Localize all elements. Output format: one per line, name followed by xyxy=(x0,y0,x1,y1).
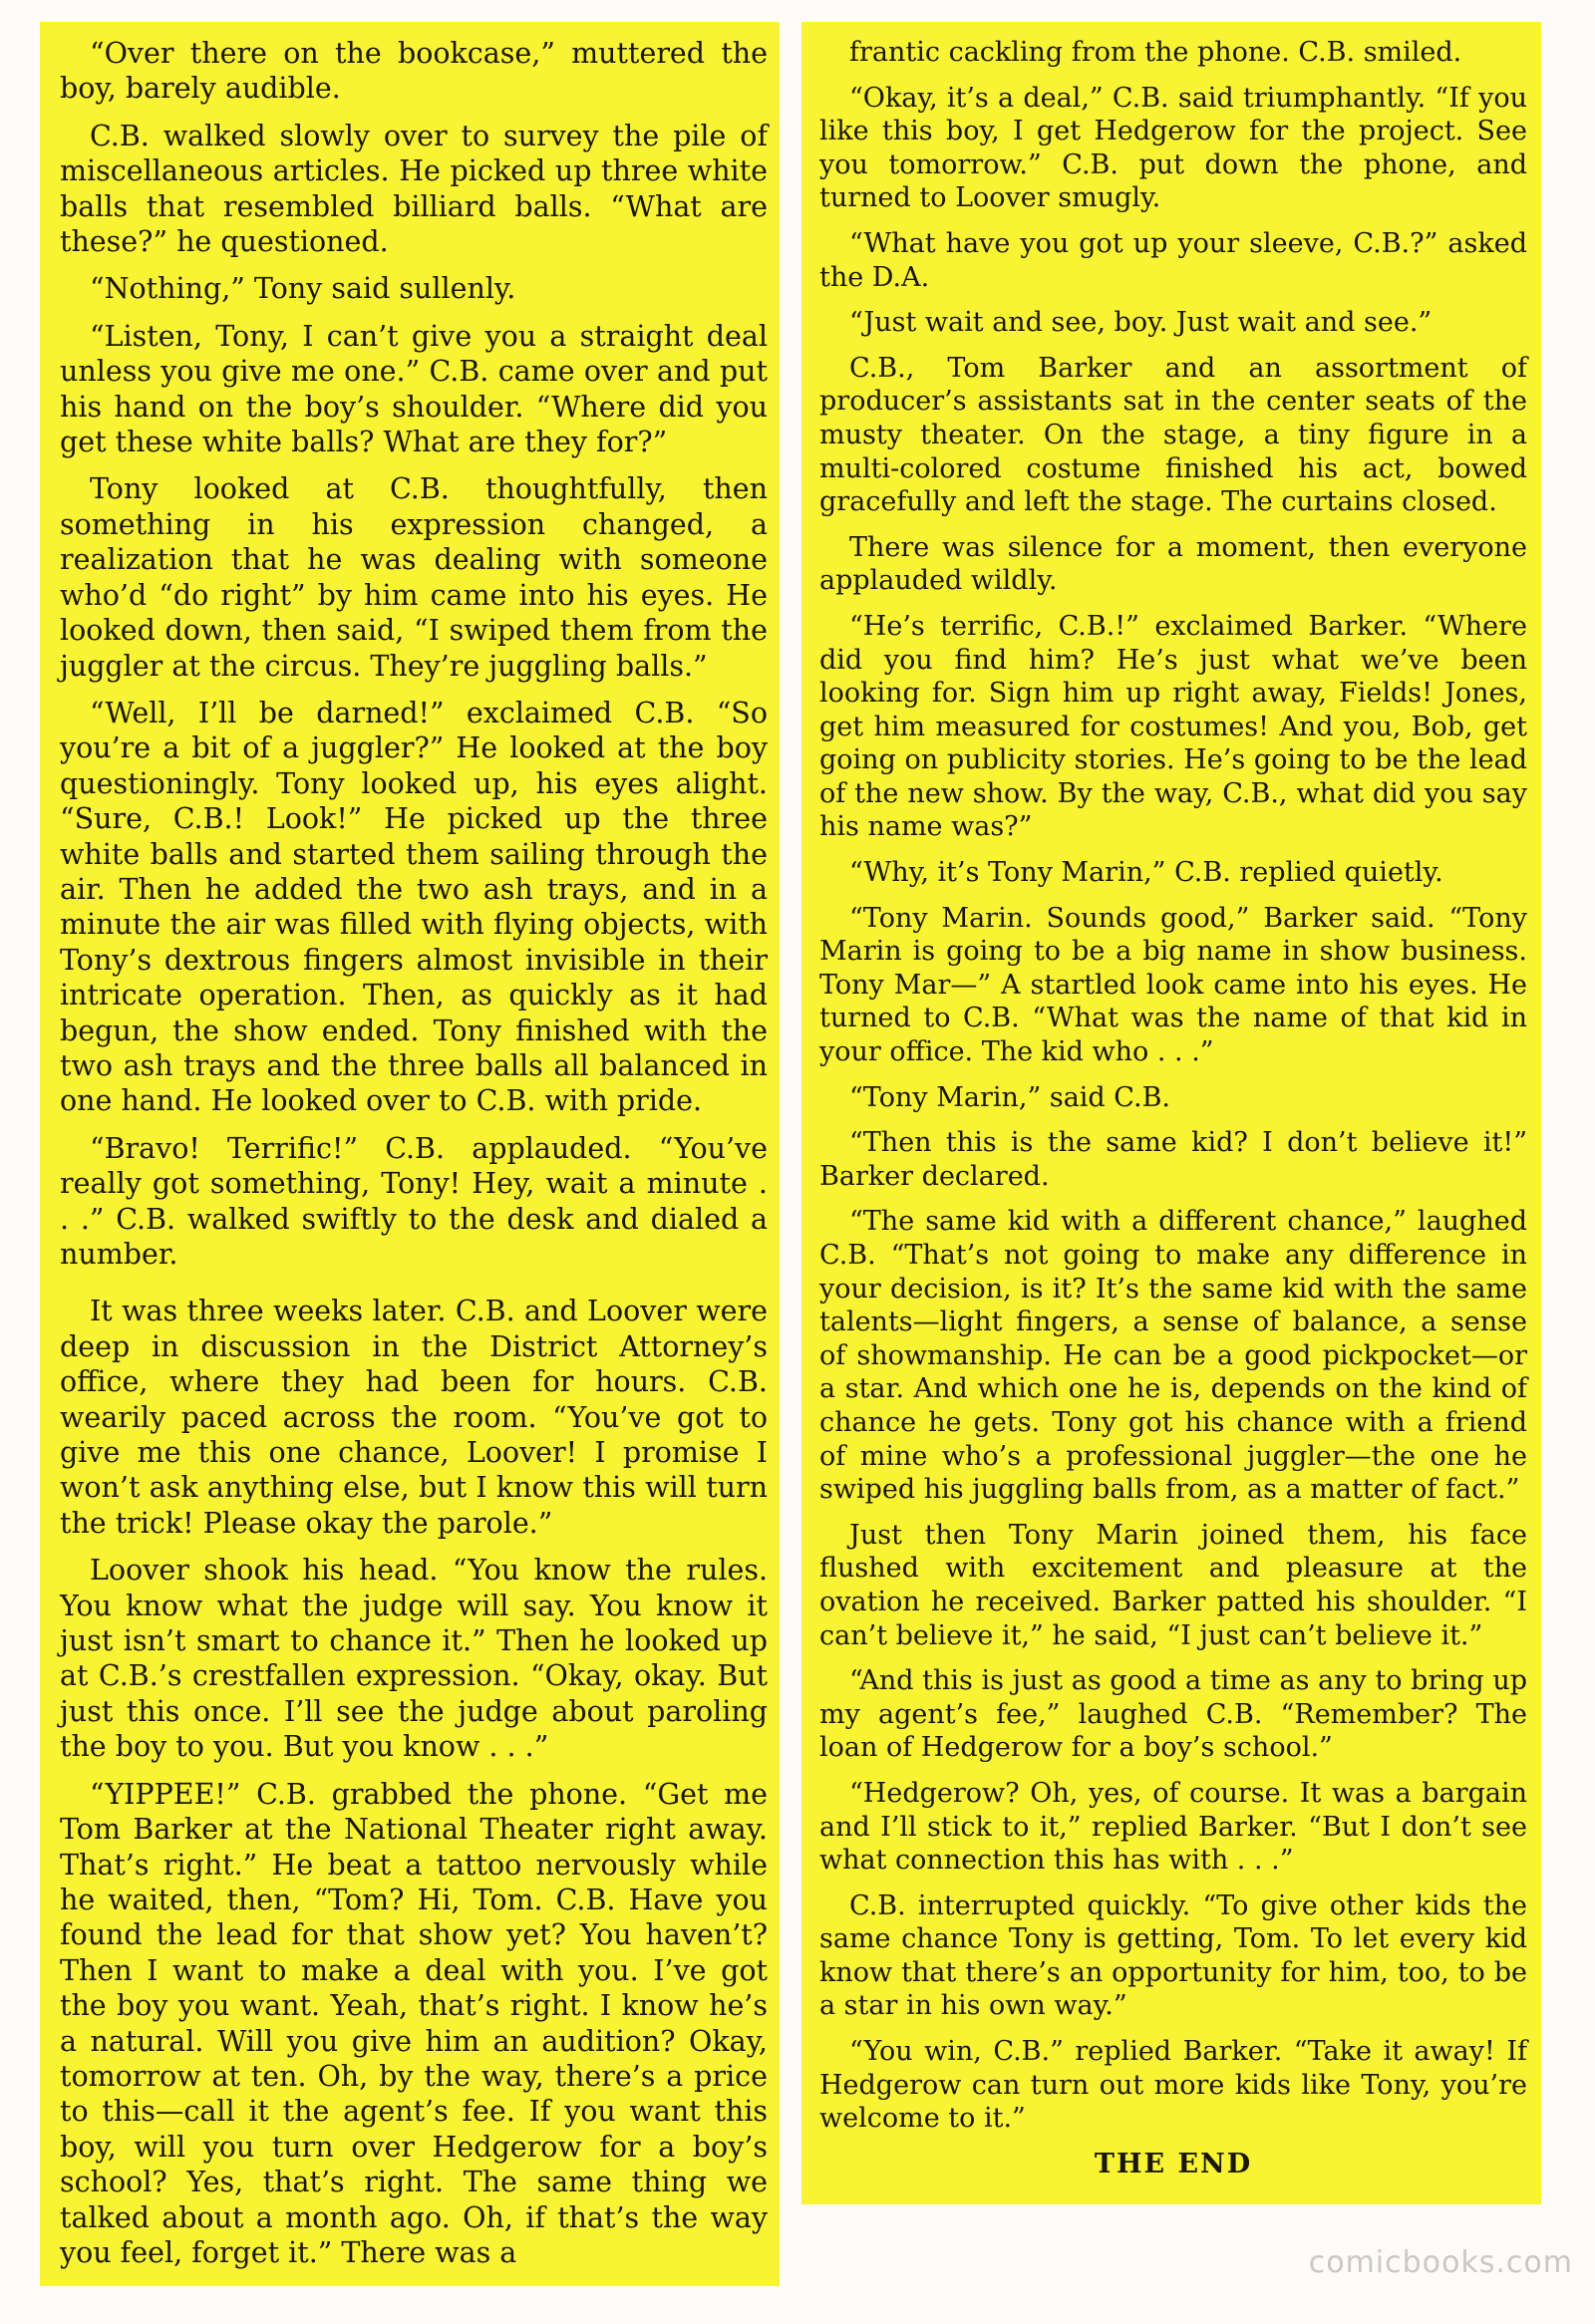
paragraph: “Tony Marin. Sounds good,” Barker said. “Tony Marin is going to be a big name in show business. Tony Mar—” A startled look came into his eyes. He turned to C.B. “What was the name of that kid in your office. The kid who . . .” xyxy=(819,902,1527,1068)
paragraph: “Listen, Tony, I can’t give you a straight deal unless you give me one.” C.B. came over and put his hand on the boy’s shoulder. “Where did you get these white balls? What are they for?” xyxy=(60,319,768,459)
right-text-column xyxy=(801,22,1541,2204)
paragraph: “Nothing,” Tony said sullenly. xyxy=(90,272,516,306)
paragraph: “Then this is the same kid? I don’t believe it!” Barker declared. xyxy=(819,1127,1527,1192)
paragraph: “Tony Marin,” said C.B. xyxy=(849,1081,1170,1113)
paragraph: Loover shook his head. “You know the rules. You know what the judge will say. You know it just isn’t smart to chance it.” Then he looked up at C.B.’s crestfallen expression. “Okay, okay. But just this once. I’ll see the judge about paroling the boy to you. But you know . . .” xyxy=(60,1554,768,1764)
site-watermark: comicbooks.com xyxy=(1308,2245,1573,2280)
paragraph: “The same kid with a different chance,” laughed C.B. “That’s not going to make any difference in your decision, is it? It’s the same kid with the same talents—light fingers, a sense of balance, a sense of showmanship. He can be a good pickpocket—or a star. And which one he is, depends on the kind of chance he gets. Tony got his chance with a friend of mine who’s a professional juggler—the one he swiped his juggling balls from, as a matter of fact.” xyxy=(819,1206,1527,1506)
paragraph: C.B. walked slowly over to survey the pile of miscellaneous articles. He picked up three white balls that resembled billiard balls. “What are these?” he questioned. xyxy=(60,119,768,259)
paragraph: “Okay, it’s a deal,” C.B. said triumphantly. “If you like this boy, I get Hedgerow for the project. See you tomorrow.” C.B. put down the phone, and turned to Loover smugly. xyxy=(819,82,1527,214)
paragraph: “He’s terrific, C.B.!” exclaimed Barker. “Where did you find him? He’s just what we’ve been looking for. Sign him up right away, Fields! Jones, get him measured for costumes! And you, Bob, get going on publicity stories. He’s going to be the lead of the new show. By the way, C.B., what did you say his name was?” xyxy=(819,610,1527,843)
left-text-column xyxy=(40,22,780,2286)
paragraph: C.B., Tom Barker and an assortment of producer’s assistants sat in the center seats of the musty theater. On the stage, a tiny figure in a multi-colored costume finished his act, bowed gracefully and left the stage. The curtains closed. xyxy=(819,352,1527,518)
paragraph: Just then Tony Marin joined them, his face flushed with excitement and pleasure at the ovation he received. Barker patted his shoulder. “I can’t believe it,” he said, “I just can’t believe it.” xyxy=(819,1519,1527,1651)
paragraph: There was silence for a moment, then everyone applauded wildly. xyxy=(819,531,1527,597)
paragraph: “Just wait and see, boy. Just wait and see.” xyxy=(849,307,1433,339)
the-end-label: THE END xyxy=(1094,2148,1253,2179)
paragraph: C.B. interrupted quickly. “To give other kids the same chance Tony is getting, Tom. To let every kid know that there’s an opportunity for him, too, to be a star in his own way.” xyxy=(819,1889,1527,2022)
paragraph: Tony looked at C.B. thoughtfully, then something in his expression changed, a realization that he was dealing with someone who’d “do right” by him came into his eyes. He looked down, then said, “I swiped them from the juggler at the circus. They’re juggling balls.” xyxy=(60,472,768,683)
paragraph: “Well, I’ll be darned!” exclaimed C.B. “So you’re a bit of a juggler?” He looked at the boy questioningly. Tony looked up, his eyes alight. “Sure, C.B.! Look!” He picked up the three white balls and started them sailing through the air. Then he added the two ash trays, and in a minute the air was filled with flying objects, with Tony’s dextrous fingers almost invisible in their intricate operation. Then, as quickly as it had begun, the show ended. Tony finished with the two ash trays and the three balls all balanced in one hand. He looked over to C.B. with pride. xyxy=(60,696,768,1118)
paragraph: “YIPPEE!” C.B. grabbed the phone. “Get me Tom Barker at the National Theater right away. That’s right.” He beat a tattoo nervously while he waited, then, “Tom? Hi, Tom. C.B. Have you found the lead for that show yet? You haven’t? Then I want to make a deal with you. I’ve got the boy you want. Yeah, that’s right. I know he’s a natural. Will you give him an audition? Okay, tomorrow at ten. Oh, by the way, there’s a price to this—call it the agent’s fee. If you want this boy, will you turn over Hedgerow for a boy’s school? Yes, that’s right. The same thing we talked about a month ago. Oh, if that’s the way you feel, forget it.” There was a xyxy=(60,1777,768,2269)
paragraph: “Hedgerow? Oh, yes, of course. It was a bargain and I’ll stick to it,” replied Barker. “But I don’t see what connection this has with . . .” xyxy=(819,1777,1527,1877)
paragraph: “You win, C.B.” replied Barker. “Take it away! If Hedgerow can turn out more kids like Tony, you’re welcome to it.” xyxy=(819,2036,1527,2135)
paragraph: “And this is just as good a time as any to bring up my agent’s fee,” laughed C.B. “Remember? The loan of Hedgerow for a boy’s school.” xyxy=(819,1665,1527,1764)
paragraph: frantic cackling from the phone. C.B. smiled. xyxy=(849,37,1462,68)
paragraph: “Bravo! Terrific!” C.B. applauded. “You’ve really got something, Tony! Hey, wait a minute . . .” C.B. walked swiftly to the desk and dialed a number. xyxy=(60,1131,768,1271)
paragraph: “Over there on the bookcase,” muttered the boy, barely audible. xyxy=(60,37,768,106)
paragraph: It was three weeks later. C.B. and Loover were deep in discussion in the District Attorney’s office, where they had been for hours. C.B. wearily paced across the room. “You’ve got to give me this one chance, Loover! I promise I won’t ask anything else, but I know this will turn the trick! Please okay the parole.” xyxy=(60,1295,768,1540)
paragraph: “Why, it’s Tony Marin,” C.B. replied quietly. xyxy=(849,857,1443,889)
paragraph: “What have you got up your sleeve, C.B.?” asked the D.A. xyxy=(819,227,1527,293)
